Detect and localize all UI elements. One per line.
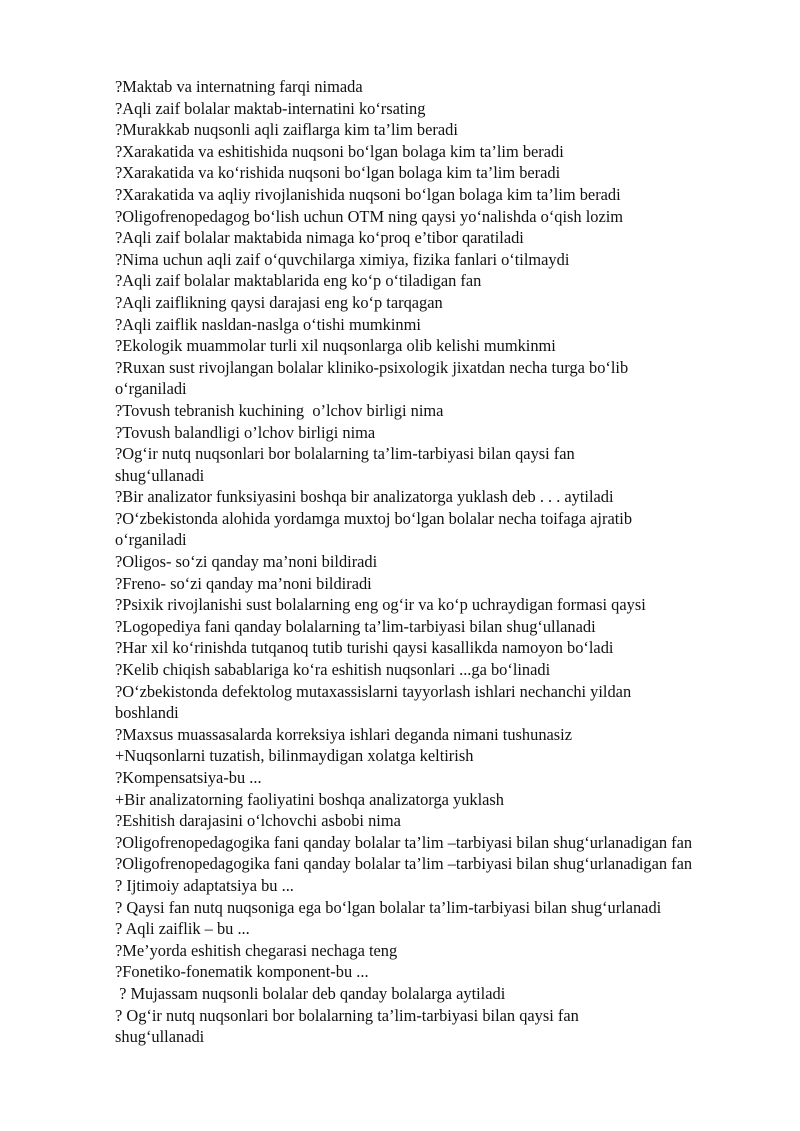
text-line: ?Bir analizator funksiyasini boshqa bir analizatorga yuklash deb . . . aytiladi: [115, 487, 614, 507]
text-line: ?Maktab va internatning farqi nimada: [115, 77, 363, 96]
text-line: ?Og‘ir nutq nuqsonlari bor bolalarning ta’lim-tarbiyasi bilan qaysi fan: [115, 444, 575, 464]
text-line: ?Maxsus muassasalarda korreksiya ishlari deganda nimani tushunasiz: [115, 724, 572, 744]
text-line: ?Aqli zaif bolalar maktabida nimaga ko‘proq e’tibor qaratiladi: [115, 228, 524, 248]
text-line: ? Og‘ir nutq nuqsonlari bor bolalarning ta’lim-tarbiyasi bilan qaysi fan: [115, 1005, 579, 1025]
text-line: ?Aqli zaif bolalar maktab-internatini ko‘rsating: [115, 98, 426, 118]
text-line: shug‘ullanadi: [115, 1027, 205, 1047]
question-list: [115, 76, 760, 1048]
text-line: ?Psixik rivojlanishi sust bolalarning eng og‘ir va ko‘p uchraydigan formasi qaysi: [115, 595, 646, 615]
text-line: ?Tovush tebranish kuchining o’lchov birligi nima: [115, 400, 444, 420]
text-line: ?Tovush balandligi o’lchov birligi nima: [115, 422, 376, 442]
text-line: ?Oligofrenopedagogika fani qanday bolalar ta’lim –tarbiyasi bilan shug‘urlanadigan fan: [115, 832, 693, 852]
text-line: boshlandi: [115, 703, 179, 723]
text-line: ? Ijtimoiy adaptatsiya bu ...: [115, 875, 294, 895]
text-line: ?Me’yorda eshitish chegarasi nechaga teng: [115, 940, 398, 960]
text-line: ?Ekologik muammolar turli xil nuqsonlarga olib kelishi mumkinmi: [115, 336, 556, 356]
text-line: +Nuqsonlarni tuzatish, bilinmaydigan xolatga keltirish: [115, 746, 474, 766]
text-line: ?Oligos- so‘zi qanday ma’noni bildiradi: [115, 552, 378, 572]
text-line: shug‘ullanadi: [115, 465, 205, 485]
text-line: ?Oligofrenopedagog bo‘lish uchun OTM ning qaysi yo‘nalishda o‘qish lozim: [115, 206, 624, 226]
text-line: ? Mujassam nuqsonli bolalar deb qanday bolalarga aytiladi: [115, 983, 506, 1003]
text-line: +Bir analizatorning faoliyatini boshqa analizatorga yuklash: [115, 789, 504, 809]
text-line: ?Aqli zaiflik nasldan-naslga o‘tishi mumkinmi: [115, 314, 421, 334]
text-line: ?Murakkab nuqsonli aqli zaiflarga kim ta’lim beradi: [115, 120, 458, 140]
text-line: o‘rganiladi: [115, 530, 187, 550]
text-line: ?Oligofrenopedagogika fani qanday bolalar ta’lim –tarbiyasi bilan shug‘urlanadigan fan: [115, 854, 693, 874]
text-line: ?Kelib chiqish sabablariga ko‘ra eshitish nuqsonlari ...ga bo‘linadi: [115, 660, 551, 680]
text-line: ?Aqli zaif bolalar maktablarida eng ko‘p o‘tiladigan fan: [115, 271, 482, 291]
text-line: ?Freno- so‘zi qanday ma’noni bildiradi: [115, 573, 372, 593]
text-line: ?Kompensatsiya-bu ...: [115, 768, 262, 787]
text-line: ?Eshitish darajasini o‘lchovchi asbobi nima: [115, 811, 401, 831]
text-line: o‘rganiladi: [115, 379, 187, 399]
text-line: ?O‘zbekistonda alohida yordamga muxtoj bo‘lgan bolalar necha toifaga ajratib: [115, 508, 633, 528]
text-line: ?Ruxan sust rivojlangan bolalar kliniko-psixologik jixatdan necha turga bo‘lib: [115, 357, 629, 377]
text-line: ?Har xil ko‘rinishda tutqanoq tutib turishi qaysi kasallikda namoyon bo‘ladi: [115, 638, 614, 658]
text-line: ?Nima uchun aqli zaif o‘quvchilarga ximiya, fizika fanlari o‘tilmaydi: [115, 249, 570, 269]
text-line: ? Aqli zaiflik – bu ...: [115, 919, 250, 939]
text-line: ?Xarakatida va ko‘rishida nuqsoni bo‘lgan bolaga kim ta’lim beradi: [115, 163, 561, 183]
text-line: ?Xarakatida va eshitishida nuqsoni bo‘lgan bolaga kim ta’lim beradi: [115, 141, 564, 161]
text-line: ?Aqli zaiflikning qaysi darajasi eng ko‘p tarqagan: [115, 292, 443, 312]
text-line: ?Xarakatida va aqliy rivojlanishida nuqsoni bo‘lgan bolaga kim ta’lim beradi: [115, 184, 621, 204]
text-line: ?Logopediya fani qanday bolalarning ta’lim-tarbiyasi bilan shug‘ullanadi: [115, 616, 596, 636]
text-line: ? Qaysi fan nutq nuqsoniga ega bo‘lgan bolalar ta’lim-tarbiyasi bilan shug‘urlanadi: [115, 897, 662, 917]
text-line: ?Fonetiko-fonematik komponent-bu ...: [115, 962, 369, 982]
text-line: ?O‘zbekistonda defektolog mutaxassislarni tayyorlash ishlari nechanchi yildan: [115, 681, 632, 701]
